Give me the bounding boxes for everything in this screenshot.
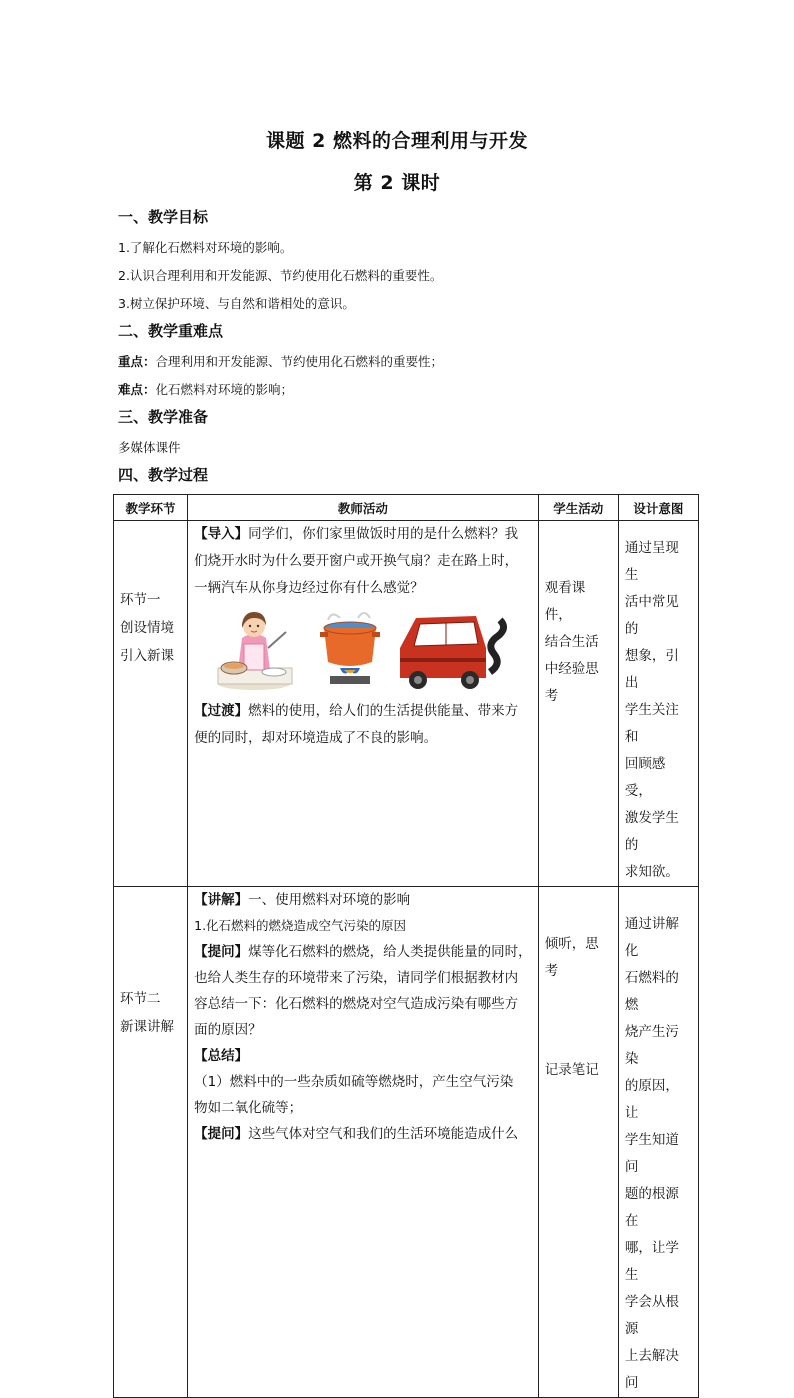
student-line: 结合生活 — [544, 634, 599, 650]
question-line: 【提问】煤等化石燃料的燃烧，给人类提供能量的同时， — [194, 944, 532, 960]
intent-line: 求知欲。 — [624, 864, 679, 880]
intent-line: 上去解决问 — [624, 1348, 679, 1391]
student-line: 考 — [544, 963, 559, 979]
intent-line: 题的根源在 — [624, 1186, 679, 1229]
design-intent-cell — [618, 887, 698, 1398]
stage-cell — [114, 521, 188, 887]
header-teacher: 教师活动 — [188, 495, 539, 521]
objective-item: 3.树立保护环境、与自然和谐相处的意识。 — [118, 296, 355, 311]
section-heading-key-points: 二、教学重难点 — [118, 322, 224, 340]
sub-heading: 1.化石燃料的燃烧造成空气污染的原因 — [194, 918, 407, 933]
intent-line: 学会从根源 — [624, 1294, 679, 1337]
intent-line: 激发学生的 — [624, 810, 679, 853]
student-line: 考 — [544, 688, 559, 704]
difficult-point-label: 难点： — [118, 382, 156, 397]
transition-tag: 【过渡】 — [194, 703, 249, 719]
key-point-line — [118, 352, 443, 370]
student-line: 观看课件， — [544, 580, 586, 623]
document-title: 课题 2 燃料的合理利用与开发 — [266, 130, 528, 152]
difficult-point-line — [118, 380, 293, 398]
summary-tag: 【总结】 — [194, 1048, 249, 1064]
preparation-text: 多媒体课件 — [118, 440, 181, 455]
illustration-row — [188, 602, 538, 698]
design-intent-cell — [618, 521, 698, 887]
objective-item: 2.认识合理利用和开发能源、节约使用化石燃料的重要性。 — [118, 268, 443, 283]
intent-line: 石燃料的燃 — [624, 970, 679, 1013]
intent-line: 通过讲解化 — [624, 916, 679, 959]
stage-line: 新课讲解 — [120, 1019, 174, 1035]
header-student: 学生活动 — [538, 495, 618, 521]
intent-line: 的原因，让 — [624, 1078, 679, 1121]
stage-line: 引入新课 — [120, 648, 174, 664]
stage-line: 环节二 — [120, 991, 161, 1007]
table-row — [114, 521, 699, 887]
intro-line: 一辆汽车从你身边经过你有什么感觉？ — [194, 580, 424, 596]
intent-line: 活中常见的 — [624, 594, 679, 637]
intent-line: 想象，引出 — [624, 648, 679, 691]
teacher-activity-cell — [188, 887, 539, 1398]
transition-line: 便的同时，却对环境造成了不良的影响。 — [194, 730, 438, 746]
table-header-row — [114, 495, 699, 521]
intro-line: 们烧开水时为什么要开窗户或开换气扇？走在路上时， — [194, 553, 519, 569]
table-row — [114, 887, 699, 1398]
difficult-point-text: 化石燃料对环境的影响； — [155, 382, 294, 397]
section-heading-process: 四、教学过程 — [118, 466, 209, 484]
question-line: 也给人类生存的环境带来了污染，请同学们根据教材内 — [194, 970, 519, 986]
lecture-tag: 【讲解】 — [194, 892, 249, 908]
student-line: 记录笔记 — [544, 1062, 599, 1078]
section-heading-objectives: 一、教学目标 — [118, 208, 209, 226]
section-heading-preparation: 三、教学准备 — [118, 408, 209, 426]
header-intent: 设计意图 — [618, 495, 698, 521]
stage-line: 环节一 — [120, 592, 161, 608]
summary-line: （1）燃料中的一些杂质如硫等燃烧时，产生空气污染 — [194, 1074, 514, 1090]
lecture-line: 【讲解】一、使用燃料对环境的影响 — [194, 892, 411, 908]
question-tag: 【提问】 — [194, 944, 249, 960]
intent-line: 哪，让学生 — [624, 1240, 679, 1283]
objective-item: 1.了解化石燃料对环境的影响。 — [118, 240, 293, 255]
intent-line: 通过呈现生 — [624, 540, 679, 583]
stage-line: 创设情境 — [120, 620, 174, 636]
student-line: 中经验思 — [544, 661, 599, 677]
student-activity-cell — [538, 887, 618, 1398]
intro-line: 【导入】同学们，你们家里做饭时用的是什么燃料？我 — [194, 526, 519, 542]
car-exhaust-illustration — [394, 608, 514, 692]
boiling-pot-illustration — [318, 606, 382, 692]
intent-line: 学生关注和 — [624, 702, 679, 745]
intent-line: 烧产生污染 — [624, 1024, 679, 1067]
key-point-text: 合理利用和开发能源、节约使用化石燃料的重要性； — [155, 354, 444, 369]
question-line: 容总结一下：化石燃料的燃烧对空气造成污染有哪些方 — [194, 996, 519, 1012]
teaching-process-table — [113, 494, 699, 1398]
teacher-activity-cell — [188, 521, 539, 887]
intent-line: 学生知道问 — [624, 1132, 679, 1175]
stage-cell — [114, 887, 188, 1398]
cooking-woman-illustration — [216, 608, 294, 692]
question2-line: 【提问】这些气体对空气和我们的生活环境能造成什么 — [194, 1126, 519, 1142]
key-point-label: 重点： — [118, 354, 156, 369]
question-line: 面的原因？ — [194, 1022, 262, 1038]
transition-line: 【过渡】燃料的使用，给人们的生活提供能量、带来方 — [194, 703, 519, 719]
intent-line: 回顾感受， — [624, 756, 666, 799]
student-activity-cell — [538, 521, 618, 887]
student-line: 倾听，思 — [544, 936, 599, 952]
header-stage: 教学环节 — [114, 495, 188, 521]
question2-tag: 【提问】 — [194, 1126, 249, 1142]
document-subtitle: 第 2 课时 — [353, 172, 441, 194]
intro-tag: 【导入】 — [194, 526, 249, 542]
summary-line: 物如二氧化硫等； — [194, 1100, 303, 1116]
